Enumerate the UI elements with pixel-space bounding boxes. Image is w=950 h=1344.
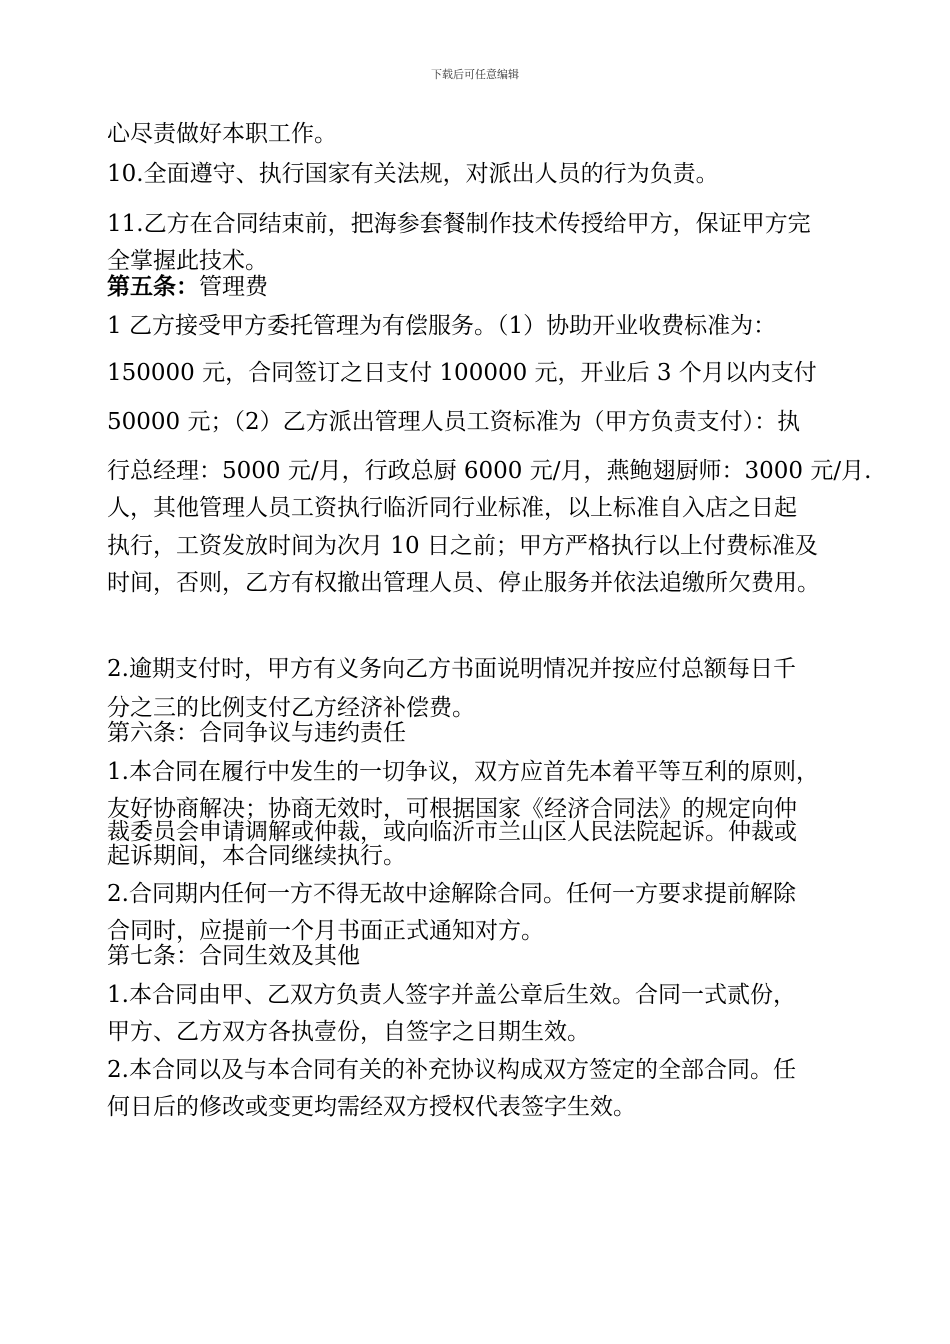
body-line: 心尽责做好本职工作。 — [107, 121, 337, 147]
section-title: 管理费 — [199, 274, 268, 300]
section-heading — [107, 273, 268, 301]
body-line: 时间，否则，乙方有权撤出管理人员、停止服务并依法追缴所欠费用。 — [107, 570, 820, 596]
body-line: 2.合同期内任何一方不得无故中途解除合同。任何一方要求提前解除 — [107, 881, 796, 907]
body-line: 2.本合同以及与本合同有关的补充协议构成双方签定的全部合同。任 — [107, 1057, 796, 1083]
body-line: 合同时，应提前一个月书面正式通知对方。 — [107, 918, 544, 944]
body-line: 分之三的比例支付乙方经济补偿费。 — [107, 695, 475, 721]
body-line: 10.全面遵守、执行国家有关法规，对派出人员的行为负责。 — [107, 161, 719, 187]
body-line: 11.乙方在合同结束前，把海参套餐制作技术传授给甲方，保证甲方完 — [107, 211, 811, 237]
section-heading: 第七条：合同生效及其他 — [107, 943, 360, 969]
body-line: 甲方、乙方双方各执壹份，自签字之日期生效。 — [107, 1019, 590, 1045]
body-line: 人，其他管理人员工资执行临沂同行业标准，以上标准自入店之日起 — [107, 495, 797, 521]
body-line: 1.本合同在履行中发生的一切争议，双方应首先本着平等互利的原则， — [107, 759, 819, 785]
body-line: 全掌握此技术。 — [107, 248, 268, 274]
body-line: 1 乙方接受甲方委托管理为有偿服务。（1）协助开业收费标准为： — [107, 313, 777, 339]
body-line: 友好协商解决；协商无效时，可根据国家《经济合同法》的规定向仲 — [107, 796, 797, 822]
body-line: 150000 元，合同签订之日支付 100000 元，开业后 3 个月以内支付 — [107, 360, 817, 386]
body-line: 执行，工资发放时间为次月 10 日之前；甲方严格执行以上付费标准及 — [107, 533, 818, 559]
body-line: 50000 元；（2）乙方派出管理人员工资标准为（甲方负责支付）：执 — [107, 409, 801, 435]
body-line: 1.本合同由甲、乙双方负责人签字并盖公章后生效。合同一式贰份， — [107, 982, 796, 1008]
page-header: 下载后可任意编辑 — [431, 68, 519, 81]
body-line: 行总经理：5000 元/月，行政总厨 6000 元/月，燕鲍翅厨师：3000 元/月. — [107, 458, 872, 484]
body-line: 何日后的修改或变更均需经双方授权代表签字生效。 — [107, 1094, 636, 1120]
section-number: 第五条： — [107, 273, 199, 300]
body-line: 2.逾期支付时，甲方有义务向乙方书面说明情况并按应付总额每日千 — [107, 656, 796, 682]
body-line: 裁委员会申请调解或仲裁，或向临沂市兰山区人民法院起诉。仲裁或 — [107, 819, 797, 845]
section-heading: 第六条：合同争议与违约责任 — [107, 720, 406, 746]
body-line: 起诉期间，本合同继续执行。 — [107, 843, 406, 869]
